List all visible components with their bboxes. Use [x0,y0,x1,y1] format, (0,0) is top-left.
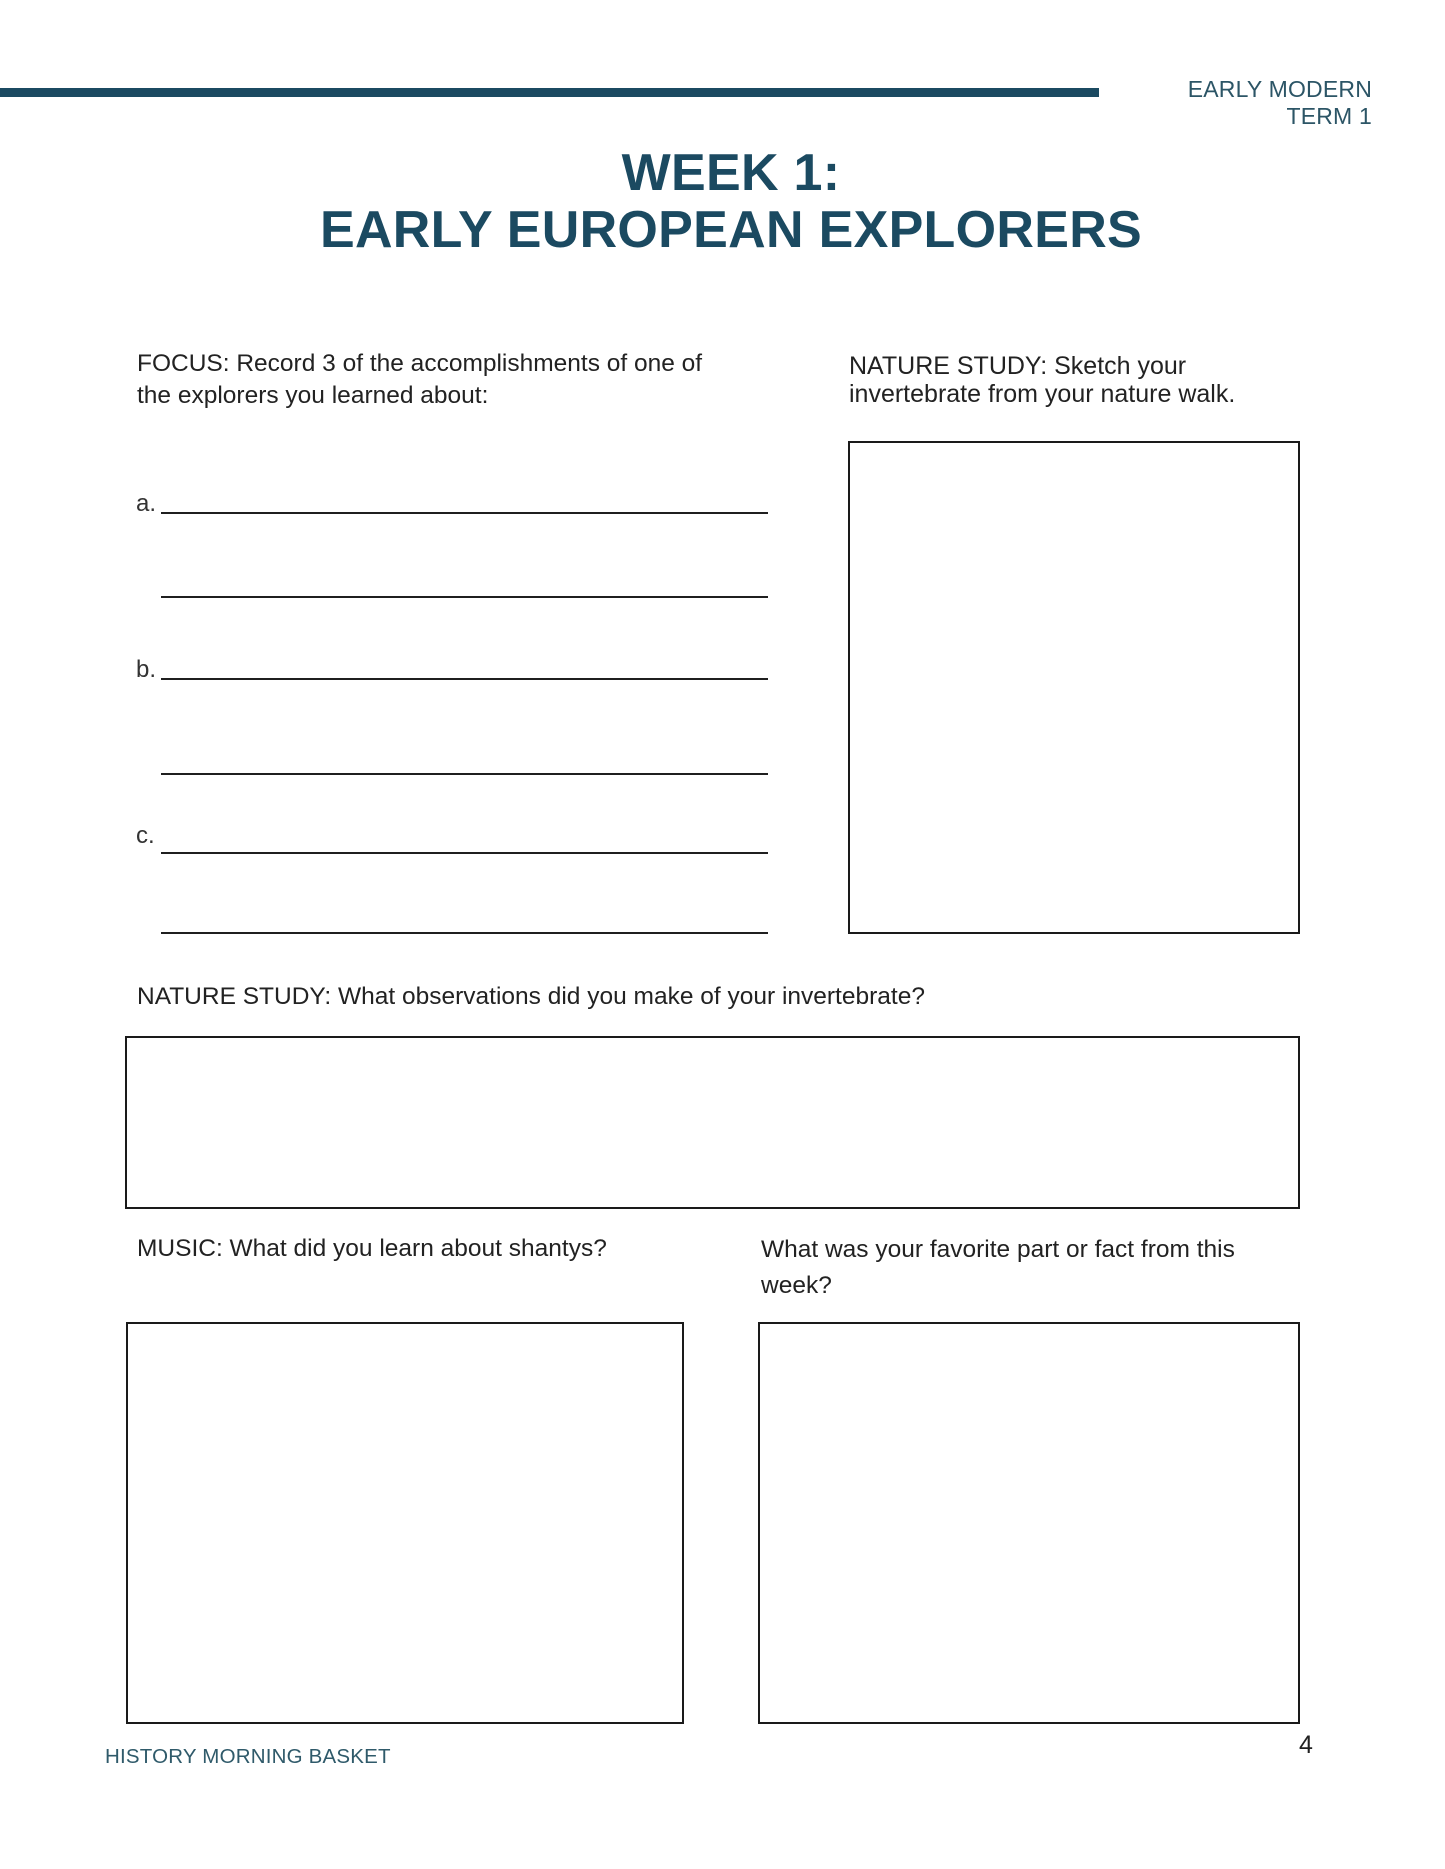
music-answer-box[interactable] [126,1322,684,1724]
footer-brand: HISTORY MORNING BASKET [105,1745,391,1768]
music-prompt: MUSIC: What did you learn about shantys? [137,1235,607,1262]
nature-observations-prompt: NATURE STUDY: What observations did you make of your invertebrate? [137,983,925,1010]
nature-sketch-prompt-line2: invertebrate from your nature walk. [849,380,1236,408]
series-name: EARLY MODERN [1187,76,1372,102]
sketch-box[interactable] [848,441,1300,934]
answer-line-b2[interactable] [161,773,768,775]
answer-line-b1[interactable] [161,678,768,680]
header-accent-bar [0,88,1099,97]
favorite-answer-box[interactable] [758,1322,1300,1724]
focus-prompt-line1: FOCUS: Record 3 of the accomplishments of one of [137,350,703,377]
series-label [1188,76,1372,130]
favorite-prompt-line1: What was your favorite part or fact from this [761,1236,1235,1263]
title-topic: EARLY EUROPEAN EXPLORERS [319,201,1143,259]
observations-box[interactable] [125,1036,1300,1209]
nature-sketch-prompt-line1: NATURE STUDY: Sketch your [849,352,1187,380]
page-title [0,145,1445,259]
favorite-prompt-line2: week? [761,1272,832,1299]
item-label-c: c. [136,822,155,849]
answer-line-a1[interactable] [161,512,768,514]
page-number: 4 [1299,1731,1313,1759]
series-term: TERM 1 [1286,103,1372,129]
answer-line-a2[interactable] [161,596,768,598]
nature-sketch-prompt [849,352,1309,408]
favorite-prompt [761,1232,1321,1304]
focus-prompt-line2: the explorers you learned about: [137,382,489,409]
focus-prompt [137,348,777,412]
item-label-b: b. [136,656,157,683]
item-label-a: a. [136,490,157,517]
answer-line-c2[interactable] [161,932,768,934]
answer-line-c1[interactable] [161,852,768,854]
title-week: WEEK 1: [621,144,841,202]
